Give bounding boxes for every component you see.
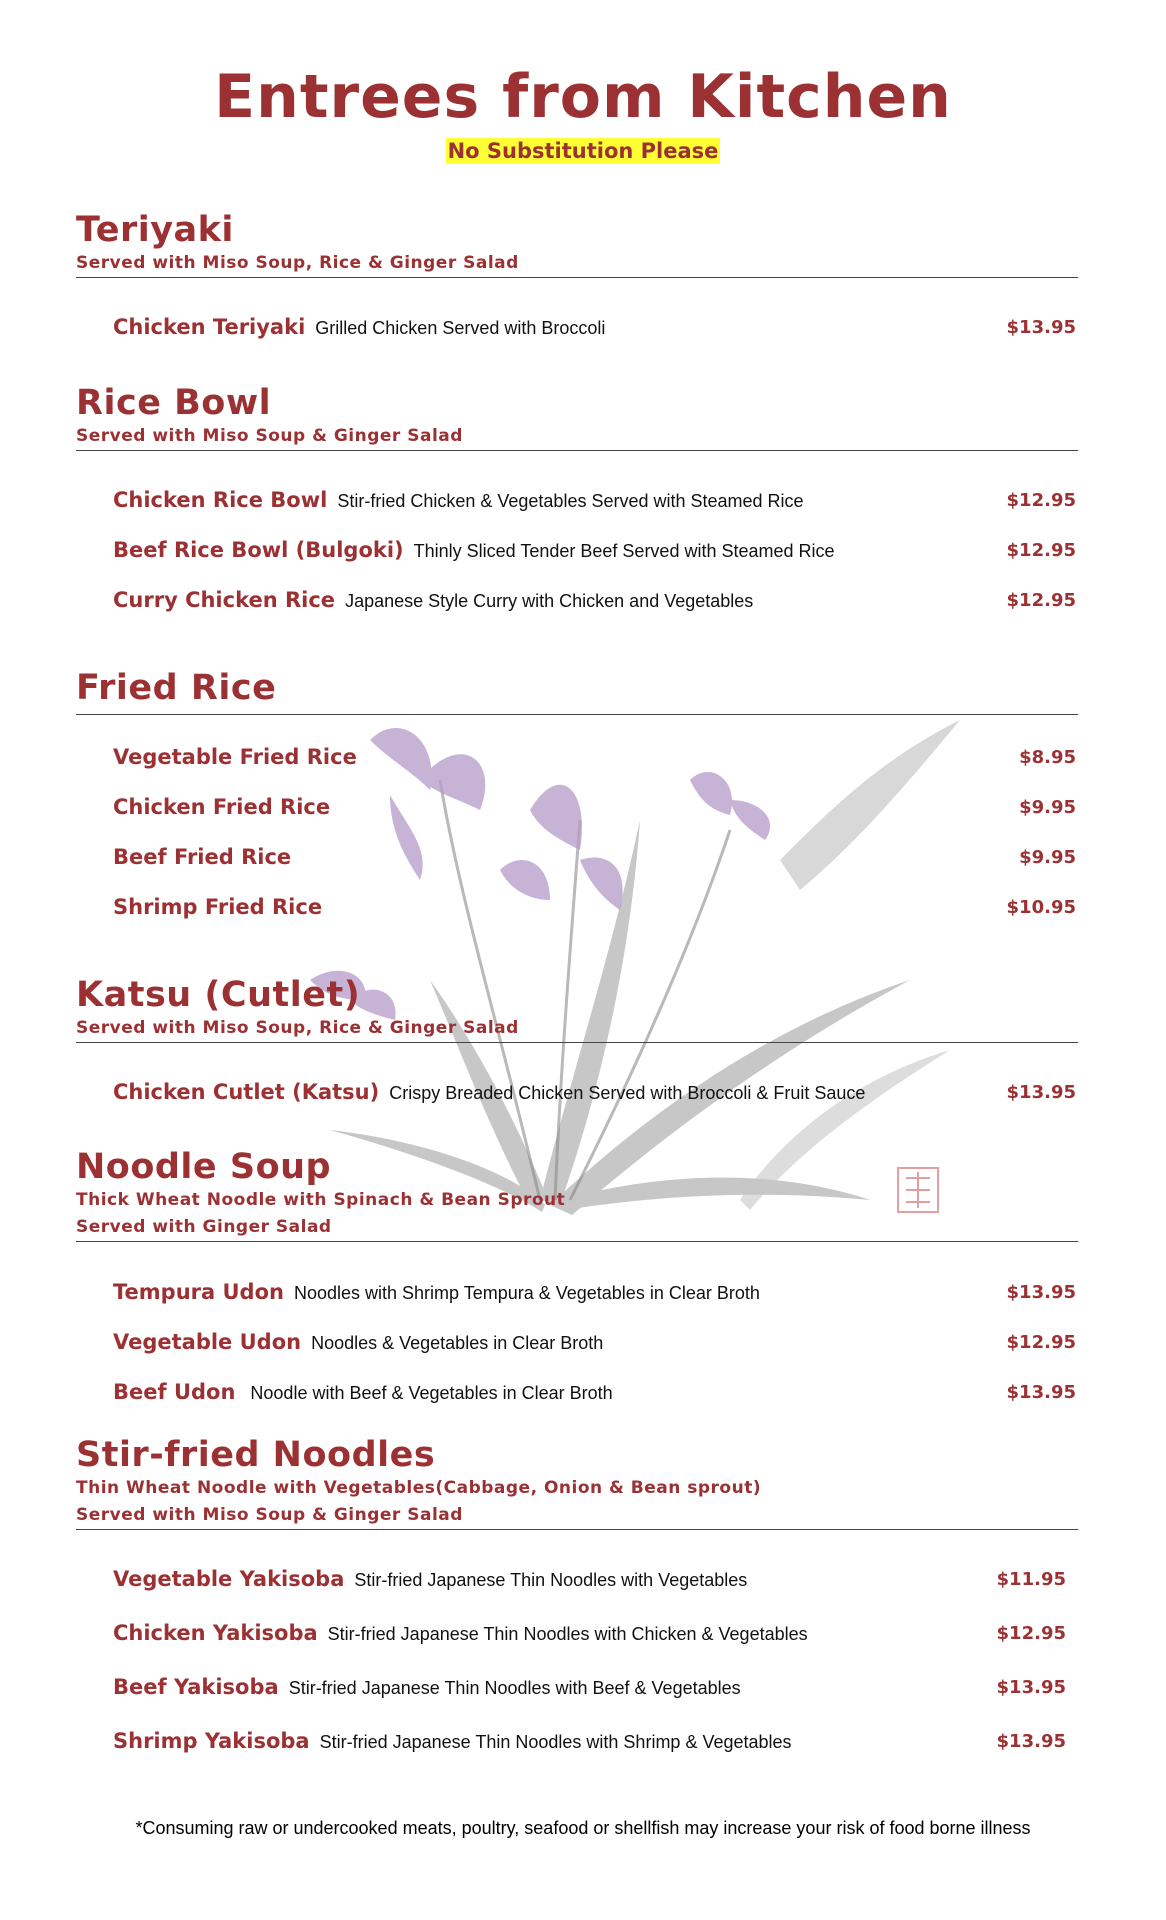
item-price: $13.95: [1006, 1282, 1076, 1303]
item-name: Chicken Fried Rice: [113, 795, 331, 819]
item-price: $13.95: [996, 1677, 1066, 1698]
item-description: Noodles & Vegetables in Clear Broth: [311, 1333, 604, 1353]
item-price: $8.95: [1019, 747, 1076, 768]
item-name: Beef Udon: [113, 1380, 236, 1404]
section-rice-bowl: [76, 383, 1078, 451]
item-name: Vegetable Udon: [113, 1330, 302, 1354]
section-divider: [76, 714, 1078, 715]
menu-item-beef-fried-rice: [113, 845, 1076, 875]
menu-item-tempura-udon: [113, 1280, 1076, 1310]
section-subtitle: Thin Wheat Noodle with Vegetables(Cabbage, Onion & Bean sprout): [76, 1478, 762, 1498]
menu-item-chicken-fried-rice: [113, 795, 1076, 825]
item-price: $10.95: [1006, 897, 1076, 918]
section-fried-rice: [76, 668, 1078, 715]
section-title: Stir-fried Noodles: [76, 1435, 436, 1475]
item-description: Stir-fried Japanese Thin Noodles with Beef & Vegetables: [288, 1678, 741, 1698]
section-katsu: [76, 975, 1078, 1043]
item-description: Noodle with Beef & Vegetables in Clear Broth: [245, 1383, 613, 1403]
item-description: Stir-fried Japanese Thin Noodles with Chicken & Vegetables: [327, 1624, 808, 1644]
menu-item-chicken-rice-bowl: [113, 488, 1076, 518]
menu-item-shrimp-yakisoba: [113, 1729, 1066, 1759]
notice-banner: [0, 138, 1166, 164]
menu-item-chicken-yakisoba: [113, 1621, 1066, 1651]
item-price: $13.95: [1006, 1382, 1076, 1403]
item-description: Stir-fried Japanese Thin Noodles with Shrimp & Vegetables: [319, 1732, 792, 1752]
item-name: Beef Yakisoba: [113, 1675, 279, 1699]
section-noodle-soup: [76, 1147, 1078, 1242]
section-title: Fried Rice: [76, 668, 277, 708]
section-divider: [76, 450, 1078, 451]
menu-item-chicken-cutlet: [113, 1080, 1076, 1110]
section-title: Teriyaki: [76, 210, 234, 250]
item-name: Shrimp Fried Rice: [113, 895, 323, 919]
section-subtitle: Thick Wheat Noodle with Spinach & Bean Sprout: [76, 1190, 566, 1210]
section-title: Noodle Soup: [76, 1147, 332, 1187]
item-name: Shrimp Yakisoba: [113, 1729, 310, 1753]
item-description: Noodles with Shrimp Tempura & Vegetables in Clear Broth: [293, 1283, 760, 1303]
item-name: Chicken Teriyaki: [113, 315, 306, 339]
item-price: $12.95: [1006, 540, 1076, 561]
item-description: Japanese Style Curry with Chicken and Vegetables: [345, 591, 754, 611]
item-name: Chicken Rice Bowl: [113, 488, 328, 512]
item-name: Chicken Yakisoba: [113, 1621, 318, 1645]
item-price: $13.95: [996, 1731, 1066, 1752]
page-title: Entrees from Kitchen: [214, 62, 952, 132]
section-teriyaki: [76, 210, 1078, 278]
item-description: Stir-fried Japanese Thin Noodles with Vegetables: [354, 1570, 748, 1590]
item-price: $12.95: [1006, 1332, 1076, 1353]
item-price: $12.95: [996, 1623, 1066, 1644]
section-divider: [76, 1241, 1078, 1242]
menu-item-shrimp-fried-rice: [113, 895, 1076, 925]
section-subtitle: Served with Miso Soup, Rice & Ginger Salad: [76, 253, 519, 273]
item-name: Beef Rice Bowl (Bulgoki): [113, 538, 404, 562]
item-price: $9.95: [1019, 797, 1076, 818]
menu-item-beef-rice-bowl: [113, 538, 1076, 568]
item-description: Thinly Sliced Tender Beef Served with Steamed Rice: [413, 541, 835, 561]
section-subtitle: Served with Ginger Salad: [76, 1217, 332, 1237]
notice-text: No Substitution Please: [447, 139, 719, 163]
item-description: Stir-fried Chicken & Vegetables Served with Steamed Rice: [337, 491, 804, 511]
menu-item-vegetable-yakisoba: [113, 1567, 1066, 1597]
item-description: Crispy Breaded Chicken Served with Broccoli & Fruit Sauce: [389, 1083, 866, 1103]
item-name: Vegetable Fried Rice: [113, 745, 357, 769]
item-price: $13.95: [1006, 1082, 1076, 1103]
item-price: $9.95: [1019, 847, 1076, 868]
item-description: Grilled Chicken Served with Broccoli: [315, 318, 606, 338]
menu-item-beef-udon: [113, 1380, 1076, 1410]
item-price: $12.95: [1006, 490, 1076, 511]
item-name: Beef Fried Rice: [113, 845, 292, 869]
section-title: Katsu (Cutlet): [76, 975, 361, 1015]
item-price: $11.95: [996, 1569, 1066, 1590]
item-name: Vegetable Yakisoba: [113, 1567, 345, 1591]
section-divider: [76, 1529, 1078, 1530]
menu-item-beef-yakisoba: [113, 1675, 1066, 1705]
section-divider: [76, 277, 1078, 278]
food-safety-footnote: *Consuming raw or undercooked meats, poultry, seafood or shellfish may increase your risk of food borne illness: [135, 1818, 1031, 1838]
section-subtitle: Served with Miso Soup & Ginger Salad: [76, 426, 463, 446]
menu-item-vegetable-fried-rice: [113, 745, 1076, 775]
section-divider: [76, 1042, 1078, 1043]
menu-item-vegetable-udon: [113, 1330, 1076, 1360]
section-subtitle: Served with Miso Soup & Ginger Salad: [76, 1505, 463, 1525]
section-title: Rice Bowl: [76, 383, 272, 423]
item-price: $12.95: [1006, 590, 1076, 611]
item-name: Curry Chicken Rice: [113, 588, 336, 612]
item-price: $13.95: [1006, 317, 1076, 338]
section-stir-fried-noodles: [76, 1435, 1078, 1530]
menu-item-chicken-teriyaki: [113, 315, 1076, 345]
menu-item-curry-chicken-rice: [113, 588, 1076, 618]
section-subtitle: Served with Miso Soup, Rice & Ginger Salad: [76, 1018, 519, 1038]
item-name: Tempura Udon: [113, 1280, 284, 1304]
item-name: Chicken Cutlet (Katsu): [113, 1080, 380, 1104]
